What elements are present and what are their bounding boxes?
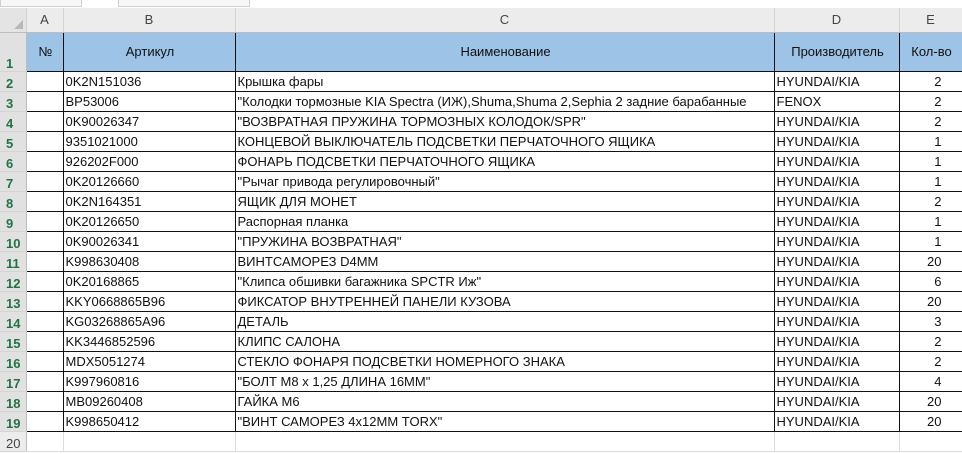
table-row: [0, 111, 962, 131]
cell-article[interactable]: 0K2N151036: [63, 71, 235, 91]
row-header[interactable]: 14: [0, 311, 26, 331]
table-row: [0, 151, 962, 171]
select-all-corner[interactable]: [0, 8, 26, 32]
cell-qty[interactable]: 1: [899, 211, 962, 231]
cell-maker[interactable]: HYUNDAI/KIA: [774, 351, 899, 371]
cell-article[interactable]: K997960816: [63, 371, 235, 391]
cell-num[interactable]: [26, 391, 63, 411]
header-cell-qty[interactable]: Кол-во: [899, 32, 962, 71]
cell-qty[interactable]: 2: [899, 191, 962, 211]
table-row: [0, 191, 962, 211]
row-header[interactable]: 5: [0, 131, 26, 151]
column-header-b[interactable]: B: [63, 8, 235, 32]
column-header-c[interactable]: C: [235, 8, 774, 32]
cell-num[interactable]: [26, 371, 63, 391]
cell-qty[interactable]: 1: [899, 151, 962, 171]
cell-name[interactable]: "Клипса обшивки багажника SPCTR Иж": [235, 271, 774, 291]
cell-article[interactable]: 0K20126650: [63, 211, 235, 231]
cell-name[interactable]: "БОЛТ М8 х 1,25 ДЛИНА 16ММ": [235, 371, 774, 391]
row-header[interactable]: 4: [0, 111, 26, 131]
cell-num[interactable]: [26, 111, 63, 131]
cell-num[interactable]: [26, 311, 63, 331]
cell-qty[interactable]: 1: [899, 131, 962, 151]
cell-maker[interactable]: HYUNDAI/KIA: [774, 211, 899, 231]
cell-qty[interactable]: 20: [899, 391, 962, 411]
header-cell-article[interactable]: Артикул: [63, 32, 235, 71]
cell-num[interactable]: [26, 271, 63, 291]
row-header[interactable]: 6: [0, 151, 26, 171]
row-header[interactable]: 12: [0, 271, 26, 291]
column-header-e[interactable]: E: [899, 8, 962, 32]
cell-num[interactable]: [26, 71, 63, 91]
cell-article[interactable]: 0K90026341: [63, 231, 235, 251]
cell-num[interactable]: [26, 331, 63, 351]
table-row: [0, 391, 962, 411]
table-row: [0, 371, 962, 391]
empty-cell[interactable]: [899, 431, 962, 451]
cell-maker[interactable]: HYUNDAI/KIA: [774, 151, 899, 171]
cell-article[interactable]: MDX5051274: [63, 351, 235, 371]
row-header[interactable]: 19: [0, 411, 26, 431]
cell-name[interactable]: "ВОЗВРАТНАЯ ПРУЖИНА ТОРМОЗНЫХ КОЛОДОК/SPR": [235, 111, 774, 131]
cell-num[interactable]: [26, 251, 63, 271]
cell-maker[interactable]: FENOX: [774, 91, 899, 111]
row-header[interactable]: 18: [0, 391, 26, 411]
cell-qty[interactable]: 3: [899, 311, 962, 331]
cell-qty[interactable]: 2: [899, 91, 962, 111]
table-row: [0, 291, 962, 311]
cell-article[interactable]: 0K20168865: [63, 271, 235, 291]
cell-maker[interactable]: HYUNDAI/KIA: [774, 111, 899, 131]
header-cell-name[interactable]: Наименование: [235, 32, 774, 71]
cell-qty[interactable]: 2: [899, 351, 962, 371]
cell-name[interactable]: КЛИПС САЛОНА: [235, 331, 774, 351]
row-header[interactable]: 2: [0, 71, 26, 91]
cell-num[interactable]: [26, 91, 63, 111]
table-row: [0, 171, 962, 191]
worksheet-table: [0, 8, 962, 452]
table-row: [0, 231, 962, 251]
header-cell-maker[interactable]: Производитель: [774, 32, 899, 71]
cell-maker[interactable]: HYUNDAI/KIA: [774, 71, 899, 91]
cell-article[interactable]: K998650412: [63, 411, 235, 431]
cell-name[interactable]: "Рычаг привода регулировочный": [235, 171, 774, 191]
formula-bar-edge: [118, 0, 250, 7]
cell-article[interactable]: KK3446852596: [63, 331, 235, 351]
cell-name[interactable]: Распорная планка: [235, 211, 774, 231]
cell-name[interactable]: СТЕКЛО ФОНАРЯ ПОДСВЕТКИ НОМЕРНОГО ЗНАКА: [235, 351, 774, 371]
column-header-row: [0, 8, 962, 32]
table-row: [0, 331, 962, 351]
cell-num[interactable]: [26, 351, 63, 371]
row-header[interactable]: 8: [0, 191, 26, 211]
cell-num[interactable]: [26, 291, 63, 311]
column-header-d[interactable]: D: [774, 8, 899, 32]
table-row: [0, 71, 962, 91]
cell-qty[interactable]: 4: [899, 371, 962, 391]
cell-article[interactable]: BP53006: [63, 91, 235, 111]
cell-qty[interactable]: 6: [899, 271, 962, 291]
cell-maker[interactable]: HYUNDAI/KIA: [774, 271, 899, 291]
cell-name[interactable]: "ВИНТ САМОРЕЗ 4х12ММ TORX": [235, 411, 774, 431]
header-cell-num[interactable]: №: [26, 32, 63, 71]
cell-qty[interactable]: 20: [899, 411, 962, 431]
row-header[interactable]: 10: [0, 231, 26, 251]
cell-maker[interactable]: HYUNDAI/KIA: [774, 411, 899, 431]
cell-article[interactable]: 9351021000: [63, 131, 235, 151]
formula-bar-edge: [0, 0, 82, 7]
cell-num[interactable]: [26, 151, 63, 171]
cell-name[interactable]: ДЕТАЛЬ: [235, 311, 774, 331]
column-header-a[interactable]: A: [26, 8, 63, 32]
cell-name[interactable]: ФОНАРЬ ПОДСВЕТКИ ПЕРЧАТОЧНОГО ЯЩИКА: [235, 151, 774, 171]
cell-maker[interactable]: HYUNDAI/KIA: [774, 331, 899, 351]
table-row: [0, 211, 962, 231]
cell-qty[interactable]: 20: [899, 251, 962, 271]
table-row: [0, 351, 962, 371]
cell-num[interactable]: [26, 131, 63, 151]
cell-name[interactable]: ФИКСАТОР ВНУТРЕННЕЙ ПАНЕЛИ КУЗОВА: [235, 291, 774, 311]
cell-article[interactable]: KKY0668865B96: [63, 291, 235, 311]
table-row: [0, 91, 962, 111]
row-header[interactable]: 3: [0, 91, 26, 111]
table-row: [0, 411, 962, 431]
cell-maker[interactable]: HYUNDAI/KIA: [774, 371, 899, 391]
table-row: [0, 251, 962, 271]
spreadsheet-grid[interactable]: [0, 8, 962, 454]
row-header[interactable]: 13: [0, 291, 26, 311]
table-row: [0, 311, 962, 331]
cell-maker[interactable]: HYUNDAI/KIA: [774, 391, 899, 411]
cell-num[interactable]: [26, 191, 63, 211]
row-header[interactable]: 11: [0, 251, 26, 271]
cell-article[interactable]: MB09260408: [63, 391, 235, 411]
cell-name[interactable]: Крышка фары: [235, 71, 774, 91]
cell-article[interactable]: 0K2N164351: [63, 191, 235, 211]
cell-qty[interactable]: 1: [899, 171, 962, 191]
cell-maker[interactable]: HYUNDAI/KIA: [774, 231, 899, 251]
cell-name[interactable]: ЯЩИК ДЛЯ МОНЕТ: [235, 191, 774, 211]
cell-maker[interactable]: HYUNDAI/KIA: [774, 311, 899, 331]
table-row: [0, 131, 962, 151]
empty-cell[interactable]: [63, 431, 235, 451]
cell-qty[interactable]: 20: [899, 291, 962, 311]
cell-article[interactable]: 0K90026347: [63, 111, 235, 131]
row-header[interactable]: 20: [0, 431, 26, 451]
cell-maker[interactable]: HYUNDAI/KIA: [774, 291, 899, 311]
cell-qty[interactable]: 1: [899, 231, 962, 251]
cell-num[interactable]: [26, 411, 63, 431]
table-row: [0, 271, 962, 291]
empty-cell[interactable]: [235, 431, 774, 451]
cell-name[interactable]: "Колодки тормозные KIA Spectra (ИЖ),Shuma,Shuma 2,Sephia 2 задние барабанные: [235, 91, 774, 111]
cell-maker[interactable]: HYUNDAI/KIA: [774, 131, 899, 151]
cell-num[interactable]: [26, 231, 63, 251]
cell-article[interactable]: KG03268865A96: [63, 311, 235, 331]
cell-maker[interactable]: HYUNDAI/KIA: [774, 251, 899, 271]
row-header[interactable]: 16: [0, 351, 26, 371]
cell-qty[interactable]: 2: [899, 331, 962, 351]
empty-cell[interactable]: [26, 431, 63, 451]
toolbar-edge: [0, 0, 962, 8]
cell-article[interactable]: 0K20126660: [63, 171, 235, 191]
row-header[interactable]: 17: [0, 371, 26, 391]
cell-maker[interactable]: HYUNDAI/KIA: [774, 191, 899, 211]
cell-qty[interactable]: 2: [899, 71, 962, 91]
cell-num[interactable]: [26, 211, 63, 231]
cell-name[interactable]: ВИНТСАМОРЕЗ D4MM: [235, 251, 774, 271]
cell-name[interactable]: ГАЙКА М6: [235, 391, 774, 411]
cell-name[interactable]: "ПРУЖИНА ВОЗВРАТНАЯ": [235, 231, 774, 251]
row-header[interactable]: 9: [0, 211, 26, 231]
cell-qty[interactable]: 2: [899, 111, 962, 131]
cell-maker[interactable]: HYUNDAI/KIA: [774, 171, 899, 191]
cell-num[interactable]: [26, 171, 63, 191]
empty-cell[interactable]: [774, 431, 899, 451]
cell-article[interactable]: 926202F000: [63, 151, 235, 171]
table-header-row: [0, 32, 962, 71]
cell-article[interactable]: K998630408: [63, 251, 235, 271]
row-header[interactable]: 1: [0, 32, 26, 71]
table-row: [0, 431, 962, 451]
row-header[interactable]: 15: [0, 331, 26, 351]
row-header[interactable]: 7: [0, 171, 26, 191]
cell-name[interactable]: КОНЦЕВОЙ ВЫКЛЮЧАТЕЛЬ ПОДСВЕТКИ ПЕРЧАТОЧНОГО ЯЩИКА: [235, 131, 774, 151]
